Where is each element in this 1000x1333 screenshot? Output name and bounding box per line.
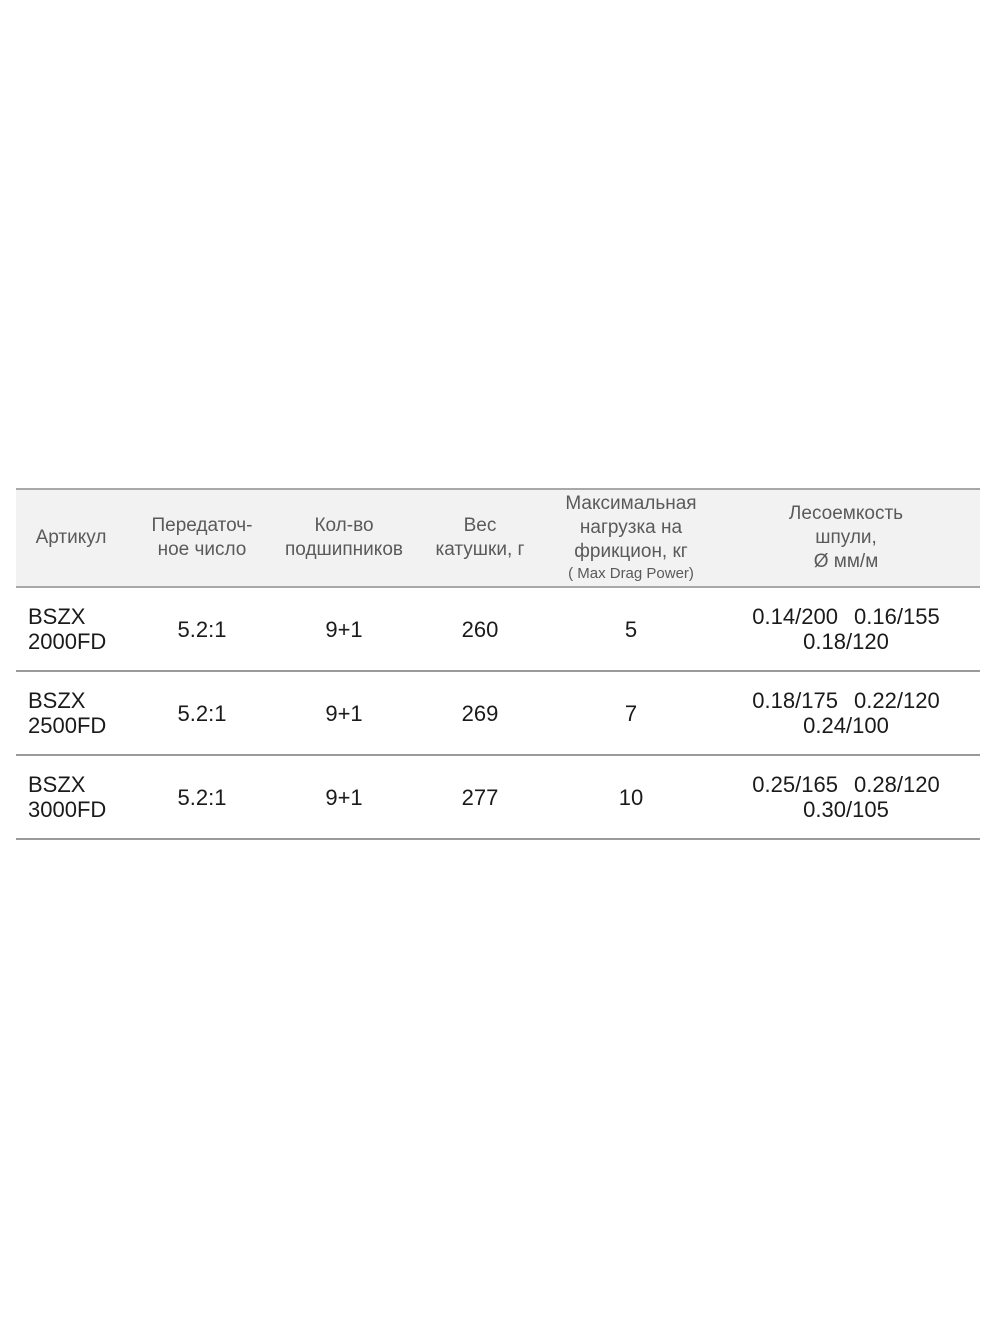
table-header [16, 488, 980, 588]
capacity-line1: 0.14/200 0.16/155 [752, 604, 940, 629]
gear-ratio-cell: 5.2:1 [177, 700, 227, 726]
article-cell [16, 604, 126, 654]
capacity-line1: 0.18/175 0.22/120 [752, 688, 940, 713]
header-capacity: Лесоемкость шпули, Ø мм/м [788, 503, 904, 572]
header-weight: Вес катушки, г [435, 515, 525, 560]
capacity-line2: 0.18/120 [803, 629, 889, 654]
max-drag-cell: 10 [618, 784, 644, 810]
article-line2: 2000FD [28, 629, 107, 654]
capacity-cell [712, 688, 980, 738]
table-row [16, 672, 980, 756]
weight-cell: 269 [461, 700, 499, 726]
header-max-drag [550, 468, 712, 608]
article-cell [16, 688, 126, 738]
header-max-drag-sub: ( Max Drag Power) [568, 565, 694, 582]
table-row [16, 756, 980, 840]
header-gear-ratio: Передаточ- ное число [151, 515, 253, 560]
table-row [16, 588, 980, 672]
article-line2: 3000FD [28, 797, 107, 822]
article-line1: BSZX [28, 772, 86, 797]
bearings-cell: 9+1 [325, 616, 363, 642]
bearings-cell: 9+1 [325, 700, 363, 726]
capacity-line2: 0.24/100 [803, 713, 889, 738]
spec-table [16, 488, 980, 840]
capacity-cell [712, 772, 980, 822]
header-max-drag-label: Максимальная нагрузка на фрикцион, кг [565, 493, 697, 562]
max-drag-cell: 7 [624, 700, 638, 726]
article-line1: BSZX [28, 604, 86, 629]
article-cell [16, 772, 126, 822]
gear-ratio-cell: 5.2:1 [177, 784, 227, 810]
max-drag-cell: 5 [624, 616, 638, 642]
article-line1: BSZX [28, 688, 86, 713]
gear-ratio-cell: 5.2:1 [177, 616, 227, 642]
weight-cell: 260 [461, 616, 499, 642]
capacity-line1: 0.25/165 0.28/120 [752, 772, 940, 797]
capacity-line2: 0.30/105 [803, 797, 889, 822]
header-bearings: Кол-во подшипников [285, 515, 403, 560]
bearings-cell: 9+1 [325, 784, 363, 810]
header-article: Артикул [35, 527, 107, 548]
weight-cell: 277 [461, 784, 499, 810]
capacity-cell [712, 604, 980, 654]
article-line2: 2500FD [28, 713, 107, 738]
